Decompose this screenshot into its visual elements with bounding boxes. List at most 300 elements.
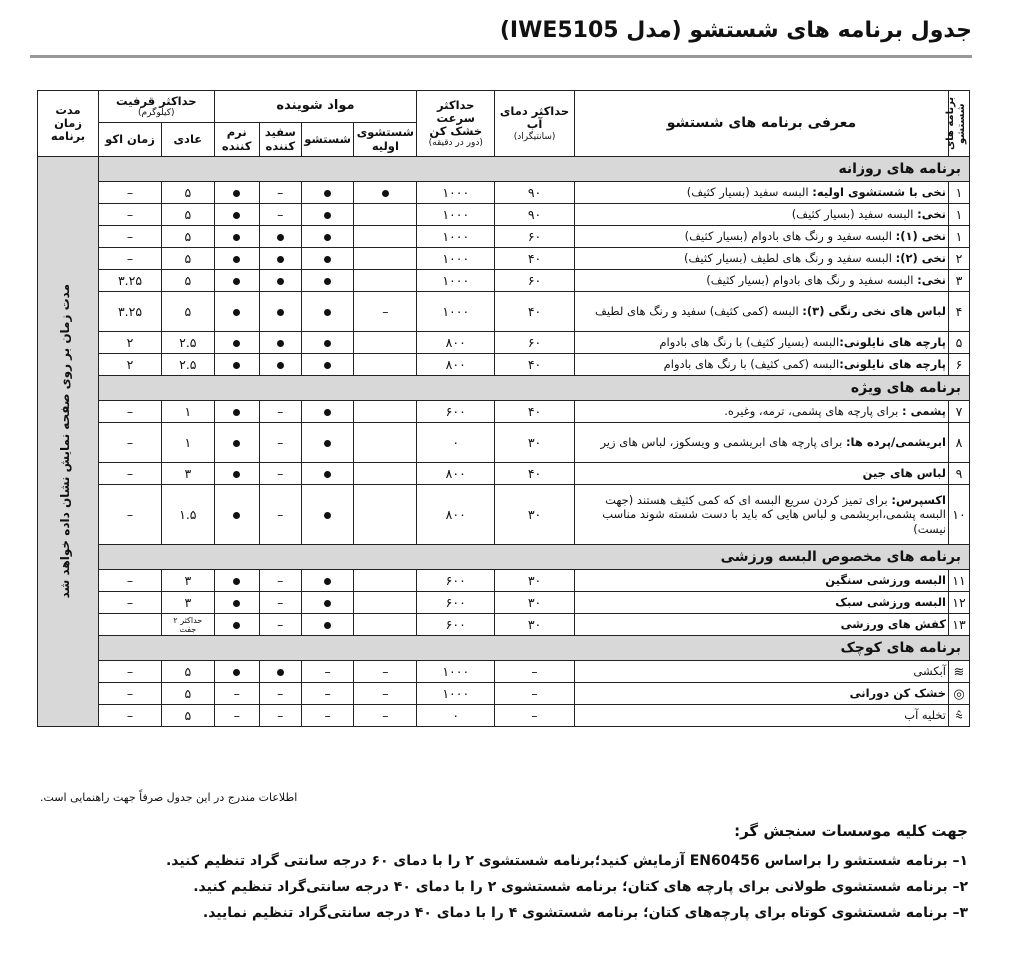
- bullet-dot: [324, 256, 331, 263]
- table-row: [38, 570, 970, 592]
- testing-notes: [38, 822, 968, 926]
- table-row: [38, 661, 970, 683]
- max-spin-cell: ۱۰۰۰: [417, 683, 495, 705]
- max-spin-cell: ۸۰۰: [417, 485, 495, 545]
- header-capacity: حداکثر قرفیت (کیلوگرم): [99, 91, 215, 123]
- program-number: ۷: [949, 401, 970, 423]
- prewash-cell: [354, 570, 417, 592]
- program-number: ۱: [949, 182, 970, 204]
- capacity-normal-cell: ۵: [162, 204, 215, 226]
- prewash-cell: [354, 485, 417, 545]
- max-temp-cell: ۴۰: [495, 292, 575, 332]
- header-detergent: مواد شوینده: [214, 91, 417, 123]
- softener-cell: [214, 292, 259, 332]
- max-spin-cell: ۶۰۰: [417, 401, 495, 423]
- wash-cell: [301, 248, 354, 270]
- program-name: لباس های جین: [862, 466, 946, 481]
- program-table: [37, 90, 970, 727]
- max-temp-cell: ۹۰: [495, 204, 575, 226]
- rinse-icon: ≋: [953, 664, 965, 680]
- bullet-dot: [324, 600, 331, 607]
- softener-cell: [214, 332, 259, 354]
- eco-duration-cell: –: [99, 401, 162, 423]
- prewash-cell: [354, 248, 417, 270]
- prewash-cell: [354, 463, 417, 485]
- prewash-cell: –: [354, 705, 417, 727]
- capacity-normal-cell: ۵: [162, 705, 215, 727]
- program-name: پارچه های نایلونی:: [839, 335, 946, 350]
- table-row: [38, 292, 970, 332]
- program-description: [574, 226, 948, 248]
- prewash-cell: [354, 354, 417, 376]
- bullet-dot: [233, 669, 240, 676]
- duration-side-text: مدت زمان بر روی صفحه نمایش نشان داده خواهد شد: [58, 284, 73, 599]
- eco-duration-cell: –: [99, 226, 162, 248]
- header-eco: زمان اکو: [99, 123, 162, 157]
- table-row: [38, 683, 970, 705]
- program-name: لباس های نخی رنگی (۳):: [802, 304, 946, 319]
- wash-cell: [301, 204, 354, 226]
- program-number: ۱: [949, 226, 970, 248]
- eco-duration-cell: –: [99, 463, 162, 485]
- program-name: البسه ورزشی سبک: [835, 595, 946, 610]
- program-number: ۹: [949, 463, 970, 485]
- max-spin-cell: ۸۰۰: [417, 332, 495, 354]
- bleach-cell: –: [259, 592, 301, 614]
- header-bleach: سفید کننده: [259, 123, 301, 157]
- wash-cell: [301, 423, 354, 463]
- bleach-cell: [259, 292, 301, 332]
- max-spin-cell: ۰: [417, 423, 495, 463]
- max-temp-cell: ۴۰: [495, 248, 575, 270]
- program-number: ۱۳: [949, 614, 970, 636]
- bullet-dot: [233, 578, 240, 585]
- prewash-cell: [354, 270, 417, 292]
- program-number: ۴: [949, 292, 970, 332]
- max-spin-cell: ۱۰۰۰: [417, 270, 495, 292]
- section-title: برنامه های کوچک: [99, 636, 970, 661]
- header-wash: شستشو: [301, 123, 354, 157]
- program-detail: تخلیه آب: [904, 708, 946, 723]
- bleach-cell: –: [259, 485, 301, 545]
- header-program-desc: معرفی برنامه های شستشو: [574, 91, 948, 157]
- bullet-dot: [324, 409, 331, 416]
- program-description: [574, 204, 948, 226]
- program-number: ۱: [949, 204, 970, 226]
- section-title: برنامه های روزانه: [99, 157, 970, 182]
- program-description: [574, 248, 948, 270]
- table-row: [38, 204, 970, 226]
- max-spin-cell: ۸۰۰: [417, 463, 495, 485]
- bleach-cell: [259, 226, 301, 248]
- wash-cell: [301, 485, 354, 545]
- capacity-normal-cell: ۱.۵: [162, 485, 215, 545]
- prewash-cell: [354, 401, 417, 423]
- max-temp-cell: ۳۰: [495, 592, 575, 614]
- bleach-cell: –: [259, 614, 301, 636]
- max-temp-cell: ۹۰: [495, 182, 575, 204]
- bullet-dot: [233, 256, 240, 263]
- max-spin-cell: ۰: [417, 705, 495, 727]
- header-softener: نرم کننده: [214, 123, 259, 157]
- softener-cell: [214, 354, 259, 376]
- bullet-dot: [233, 600, 240, 607]
- max-temp-cell: ۶۰: [495, 226, 575, 248]
- drain-icon: ⩯: [955, 708, 963, 724]
- program-detail: البسه سفید (بسیار کثیف): [791, 207, 918, 222]
- program-description: [574, 683, 948, 705]
- program-name: نخی (۱):: [895, 229, 946, 244]
- program-number: ۶: [949, 354, 970, 376]
- wash-cell: [301, 270, 354, 292]
- header-max-temp: حداکثر دمای آب (سانتیگراد): [495, 91, 575, 157]
- max-spin-cell: ۶۰۰: [417, 614, 495, 636]
- table-row: [38, 226, 970, 248]
- max-temp-cell: ۴۰: [495, 401, 575, 423]
- softener-cell: [214, 463, 259, 485]
- eco-duration-cell: ۳.۲۵: [99, 270, 162, 292]
- bullet-dot: [233, 440, 240, 447]
- prewash-cell: [354, 332, 417, 354]
- capacity-normal-cell: ۵: [162, 182, 215, 204]
- bullet-dot: [324, 578, 331, 585]
- bleach-cell: [259, 354, 301, 376]
- eco-duration-cell: –: [99, 423, 162, 463]
- bleach-cell: [259, 332, 301, 354]
- program-name: ابریشمی/پرده ها:: [845, 435, 946, 450]
- bullet-dot: [324, 471, 331, 478]
- program-detail: البسه سفید و رنگ های لطیف (بسیار کثیف): [684, 251, 896, 266]
- bullet-dot: [382, 190, 389, 197]
- table-row: [38, 332, 970, 354]
- program-name: اکسپرس:: [891, 492, 946, 507]
- capacity-normal-cell: ۱: [162, 423, 215, 463]
- table-row: [38, 463, 970, 485]
- program-description: [574, 182, 948, 204]
- program-description: [574, 354, 948, 376]
- softener-cell: –: [214, 683, 259, 705]
- program-number: ۳: [949, 270, 970, 292]
- bullet-dot: [277, 278, 284, 285]
- bleach-cell: –: [259, 463, 301, 485]
- capacity-normal-cell: ۲.۵: [162, 332, 215, 354]
- eco-duration-cell: ۲: [99, 332, 162, 354]
- softener-cell: [214, 485, 259, 545]
- max-spin-cell: ۶۰۰: [417, 592, 495, 614]
- program-description: [574, 592, 948, 614]
- max-temp-cell: ۶۰: [495, 270, 575, 292]
- section-title: برنامه های مخصوص البسه ورزشی: [99, 545, 970, 570]
- program-number: ۱۱: [949, 570, 970, 592]
- program-description: [574, 401, 948, 423]
- eco-duration-cell: –: [99, 182, 162, 204]
- bullet-dot: [324, 278, 331, 285]
- section-row: [38, 376, 970, 401]
- bullet-dot: [233, 190, 240, 197]
- prewash-cell: –: [354, 292, 417, 332]
- capacity-normal-cell: ۳: [162, 570, 215, 592]
- softener-cell: [214, 204, 259, 226]
- program-description: [574, 705, 948, 727]
- bullet-dot: [233, 234, 240, 241]
- program-name: خشک کن دورانی: [849, 686, 946, 701]
- bullet-dot: [324, 440, 331, 447]
- header-program-no: برنامه های شستشو: [949, 91, 970, 157]
- bullet-dot: [233, 309, 240, 316]
- section-title: برنامه های ویژه: [99, 376, 970, 401]
- capacity-normal-cell: ۱: [162, 401, 215, 423]
- notes-heading: جهت کلیه موسسات سنجش گر:: [734, 822, 968, 840]
- note-line-1: ۱– برنامه شستشو را براساس EN60456 آزمایش کنید؛برنامه شستشوی ۲ را با دمای ۶۰ درجه سانتی گراد تنظیم کنید.: [165, 853, 968, 869]
- table-row: [38, 182, 970, 204]
- max-spin-cell: ۱۰۰۰: [417, 204, 495, 226]
- softener-cell: –: [214, 705, 259, 727]
- table-row: [38, 705, 970, 727]
- program-name: کفش های ورزشی: [840, 617, 946, 632]
- prewash-cell: [354, 182, 417, 204]
- bleach-cell: –: [259, 683, 301, 705]
- prewash-cell: –: [354, 661, 417, 683]
- program-detail: البسه سفید و رنگ های بادوام (بسیار کثیف): [684, 229, 896, 244]
- eco-duration-cell: –: [99, 248, 162, 270]
- capacity-normal-cell: ۳: [162, 592, 215, 614]
- bleach-cell: –: [259, 182, 301, 204]
- max-spin-cell: ۱۰۰۰: [417, 292, 495, 332]
- bullet-dot: [324, 622, 331, 629]
- bullet-dot: [233, 278, 240, 285]
- wash-cell: [301, 182, 354, 204]
- bleach-cell: [259, 661, 301, 683]
- max-temp-cell: ۴۰: [495, 354, 575, 376]
- bleach-cell: –: [259, 423, 301, 463]
- bullet-dot: [233, 512, 240, 519]
- program-number: [949, 661, 970, 683]
- eco-duration-cell: –: [99, 485, 162, 545]
- wash-cell: –: [301, 705, 354, 727]
- prewash-cell: [354, 423, 417, 463]
- program-name: پارچه های نایلونی:: [839, 357, 946, 372]
- max-spin-cell: ۸۰۰: [417, 354, 495, 376]
- max-temp-cell: ۳۰: [495, 485, 575, 545]
- bullet-dot: [233, 471, 240, 478]
- capacity-normal-cell: ۵: [162, 683, 215, 705]
- bullet-dot: [233, 340, 240, 347]
- header-duration: مدت زمان برنامه: [38, 91, 99, 157]
- title-divider: [30, 55, 972, 58]
- bullet-dot: [233, 409, 240, 416]
- bleach-cell: [259, 248, 301, 270]
- note-line-2: ۲– برنامه شستشوی طولانی برای پارچه های کتان؛ برنامه شستشوی ۲ را با دمای ۴۰ درجه سانتی‌گراد تنظیم کنید.: [193, 879, 968, 895]
- max-temp-cell: –: [495, 661, 575, 683]
- bleach-cell: –: [259, 204, 301, 226]
- softener-cell: [214, 270, 259, 292]
- table-header: [38, 91, 970, 157]
- eco-duration-cell: –: [99, 705, 162, 727]
- program-number: ۱۰: [949, 485, 970, 545]
- wash-cell: [301, 570, 354, 592]
- program-number: ۱۲: [949, 592, 970, 614]
- bullet-dot: [277, 669, 284, 676]
- eco-duration-cell: –: [99, 570, 162, 592]
- prewash-cell: [354, 226, 417, 248]
- wash-cell: [301, 401, 354, 423]
- max-temp-cell: ۳۰: [495, 570, 575, 592]
- program-detail: البسه سفید (بسیار کثیف): [686, 185, 813, 200]
- program-table-wrapper: [37, 90, 970, 727]
- eco-duration-cell: –: [99, 204, 162, 226]
- program-number: ۵: [949, 332, 970, 354]
- capacity-normal-cell: ۳: [162, 463, 215, 485]
- program-detail: آبکشی: [913, 664, 946, 679]
- eco-duration-cell: –: [99, 592, 162, 614]
- note-line-3: ۳– برنامه شستشوی کوتاه برای پارچه‌های کتان؛ برنامه شستشوی ۴ را با دمای ۴۰ درجه سانتی‌گراد تنظیم نمایید.: [202, 905, 968, 921]
- bullet-dot: [277, 234, 284, 241]
- program-detail: برای پارچه های ابریشمی و ویسکوز، لباس های زیر: [600, 435, 846, 450]
- max-temp-cell: ۳۰: [495, 423, 575, 463]
- program-number: ۸: [949, 423, 970, 463]
- header-max-spin: حداکثر سرعت خشک کن (دور در دقیقه): [417, 91, 495, 157]
- table-row: [38, 423, 970, 463]
- capacity-normal-cell: ۵: [162, 292, 215, 332]
- table-row: [38, 354, 970, 376]
- wash-cell: [301, 226, 354, 248]
- bullet-dot: [324, 190, 331, 197]
- section-row: [38, 636, 970, 661]
- program-description: [574, 270, 948, 292]
- bullet-dot: [324, 212, 331, 219]
- program-description: [574, 292, 948, 332]
- max-spin-cell: ۱۰۰۰: [417, 661, 495, 683]
- table-footnote: اطلاعات مندرج در این جدول صرفاً جهت راهنمایی است.: [40, 791, 298, 804]
- wash-cell: [301, 614, 354, 636]
- prewash-cell: –: [354, 683, 417, 705]
- program-number: ۲: [949, 248, 970, 270]
- program-detail: البسه سفید و رنگ های بادوام (بسیار کثیف): [706, 273, 918, 288]
- program-description: [574, 485, 948, 545]
- max-spin-cell: ۱۰۰۰: [417, 248, 495, 270]
- duration-side-note: [38, 157, 99, 727]
- program-number: [949, 683, 970, 705]
- softener-cell: [214, 423, 259, 463]
- program-detail: البسه (بسیار کثیف) با رنگ های بادوام: [659, 335, 840, 350]
- spin-icon: ◎: [953, 686, 965, 702]
- bullet-dot: [324, 234, 331, 241]
- wash-cell: [301, 332, 354, 354]
- capacity-normal-cell: ۵: [162, 661, 215, 683]
- program-name: نخی:: [917, 273, 946, 288]
- bleach-cell: –: [259, 705, 301, 727]
- program-name: نخی (۲):: [895, 251, 946, 266]
- program-detail: البسه (کمی کثیف) با رنگ های بادوام: [663, 357, 840, 372]
- eco-duration-cell: ۳.۲۵: [99, 292, 162, 332]
- eco-duration-cell: –: [99, 661, 162, 683]
- program-description: [574, 332, 948, 354]
- section-row: [38, 157, 970, 182]
- capacity-normal-cell: ۵: [162, 248, 215, 270]
- softener-cell: [214, 570, 259, 592]
- softener-cell: [214, 614, 259, 636]
- wash-cell: [301, 292, 354, 332]
- program-number: [949, 705, 970, 727]
- max-temp-cell: –: [495, 705, 575, 727]
- wash-cell: [301, 463, 354, 485]
- bullet-dot: [324, 309, 331, 316]
- eco-duration-cell: –: [99, 683, 162, 705]
- wash-cell: –: [301, 683, 354, 705]
- bullet-dot: [277, 362, 284, 369]
- program-detail: برای تمیز کردن سریع البسه ای که کمی کثیف هستند (جهت البسه پشمی،ابریشمی و لباس هایی که باید با دست شسته شوند مناسب نیست): [602, 492, 946, 536]
- program-description: [574, 423, 948, 463]
- eco-duration-cell: ۲: [99, 354, 162, 376]
- prewash-cell: [354, 614, 417, 636]
- max-spin-cell: ۱۰۰۰: [417, 182, 495, 204]
- table-row: [38, 592, 970, 614]
- bullet-dot: [277, 340, 284, 347]
- eco-duration-cell: [99, 614, 162, 636]
- wash-cell: [301, 592, 354, 614]
- program-description: [574, 570, 948, 592]
- softener-cell: [214, 592, 259, 614]
- max-temp-cell: –: [495, 683, 575, 705]
- bleach-cell: [259, 270, 301, 292]
- table-row: [38, 270, 970, 292]
- bullet-dot: [324, 340, 331, 347]
- max-temp-cell: ۶۰: [495, 332, 575, 354]
- max-temp-cell: ۳۰: [495, 614, 575, 636]
- program-detail: البسه (کمی کثیف) سفید و رنگ های لطیف: [595, 304, 803, 319]
- softener-cell: [214, 248, 259, 270]
- program-description: [574, 661, 948, 683]
- max-spin-cell: ۱۰۰۰: [417, 226, 495, 248]
- softener-cell: [214, 226, 259, 248]
- bleach-cell: –: [259, 570, 301, 592]
- table-row: [38, 248, 970, 270]
- table-body: [38, 157, 970, 727]
- softener-cell: [214, 401, 259, 423]
- capacity-normal-cell: ۲.۵: [162, 354, 215, 376]
- prewash-cell: [354, 592, 417, 614]
- max-spin-cell: ۶۰۰: [417, 570, 495, 592]
- program-name: البسه ورزشی سنگین: [825, 573, 946, 588]
- table-row: [38, 401, 970, 423]
- wash-cell: –: [301, 661, 354, 683]
- section-row: [38, 545, 970, 570]
- program-detail: برای پارچه های پشمی، ترمه، وغیره.: [724, 404, 903, 419]
- header-normal: عادی: [162, 123, 215, 157]
- softener-cell: [214, 182, 259, 204]
- program-description: [574, 463, 948, 485]
- bleach-cell: –: [259, 401, 301, 423]
- softener-cell: [214, 661, 259, 683]
- bullet-dot: [277, 309, 284, 316]
- table-row: [38, 614, 970, 636]
- capacity-normal-cell: حداکثر ۲ جفت: [162, 614, 215, 636]
- program-name: نخی:: [917, 207, 946, 222]
- program-description: [574, 614, 948, 636]
- bullet-dot: [233, 212, 240, 219]
- page-title: جدول برنامه های شستشو (مدل IWE5105): [499, 18, 972, 43]
- bullet-dot: [324, 512, 331, 519]
- prewash-cell: [354, 204, 417, 226]
- max-temp-cell: ۴۰: [495, 463, 575, 485]
- bullet-dot: [233, 362, 240, 369]
- table-row: [38, 485, 970, 545]
- wash-cell: [301, 354, 354, 376]
- capacity-normal-cell: ۵: [162, 270, 215, 292]
- program-name: نخی با شستشوی اولیه:: [812, 185, 946, 200]
- bullet-dot: [324, 362, 331, 369]
- capacity-normal-cell: ۵: [162, 226, 215, 248]
